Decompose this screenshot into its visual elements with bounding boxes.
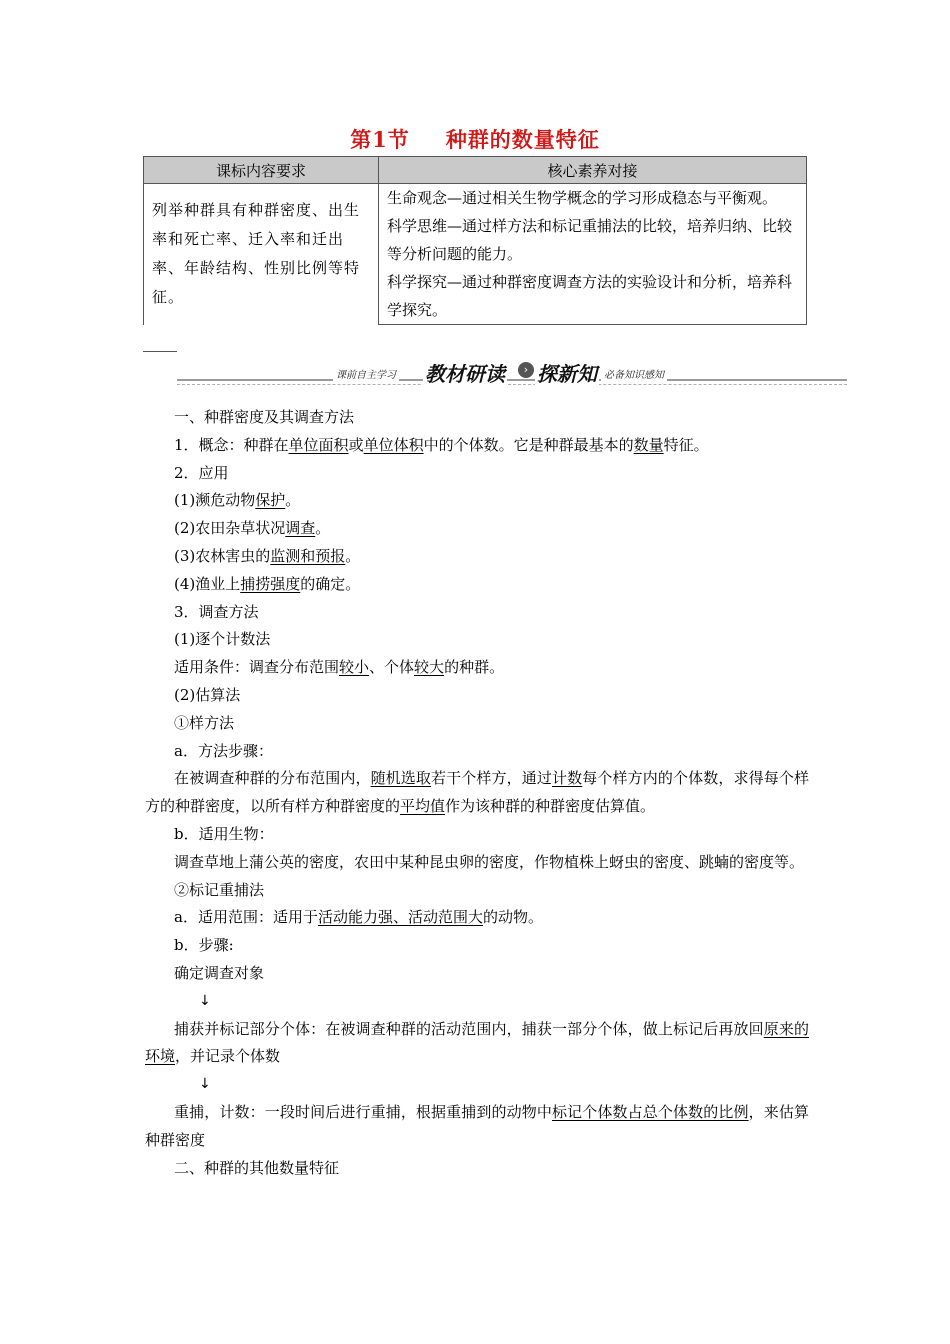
section-heading: 二、种群的其他数量特征: [174, 1158, 340, 1177]
banner-rule: [177, 379, 847, 381]
banner-right-label: 必备知识感知: [601, 366, 667, 381]
section-banner: [177, 356, 847, 390]
paragraph: a．方法步骤：: [174, 741, 273, 760]
table-bottom-rule: [143, 351, 177, 352]
arrow-bullet-icon: ›: [518, 362, 534, 378]
paragraph: (2)估算法: [174, 685, 241, 704]
down-arrow-icon: ↓: [199, 992, 211, 1009]
page-title: 第1节 种群的数量特征: [350, 127, 600, 152]
competency-item: 科学探究—通过种群密度调查方法的实验设计和分析，培养科学探究。: [387, 273, 793, 319]
paragraph: (4)渔业上捕捞强度的确定。: [174, 574, 361, 593]
paragraph: a．适用范围：适用于活动能力强、活动范围大的动物。: [174, 908, 543, 927]
paragraph: 调查草地上蒲公英的密度，农田中某种昆虫卵的密度，作物植株上蚜虫的密度、跳蝻的密度等。: [174, 852, 805, 871]
paragraph: 捕获并标记部分个体：在被调查种群的活动范围内，捕获一部分个体，做上标记后再放回原来的环境，并记录个体数: [145, 1019, 809, 1066]
paragraph: 1．概念：种群在单位面积或单位体积中的个体数。它是种群最基本的数量特征。: [174, 435, 709, 454]
paragraph: (1)逐个计数法: [174, 630, 271, 649]
standards-cell: 列举种群具有种群密度、出生率和死亡率、迁入率和迁出率、年龄结构、性别比例等特征。: [144, 184, 379, 325]
banner-rule-dashed: [177, 384, 847, 385]
paragraph: (3)农林害虫的监测和预报。: [174, 546, 361, 565]
competencies-cell: [379, 184, 807, 325]
table-header-standards: 课标内容要求: [144, 157, 379, 184]
paragraph: 适用条件：调查分布范围较小、个体较大的种群。: [174, 658, 505, 677]
paragraph: 重捕，计数：一段时间后进行重捕，根据重捕到的动物中标记个体数占总个体数的比例，来估算种群密度: [145, 1102, 809, 1149]
paragraph: 在被调查种群的分布范围内，随机选取若干个样方，通过计数每个样方内的个体数，求得每个样方的种群密度，以所有样方种群密度的平均值作为该种群的种群密度估算值。: [145, 769, 809, 816]
curriculum-standards-table: [143, 156, 807, 325]
competency-item: 生命观念—通过相关生物学概念的学习形成稳态与平衡观。: [387, 189, 778, 207]
paragraph: ①样方法: [174, 713, 235, 732]
paragraph: 3．调查方法: [174, 602, 259, 621]
paragraph: 确定调查对象: [174, 963, 265, 982]
paragraph: b．适用生物：: [174, 824, 274, 843]
paragraph: (1)濒危动物保护。: [174, 491, 301, 510]
banner-title-1: 教材研读: [423, 358, 507, 387]
paragraph: ②标记重捕法: [174, 880, 265, 899]
paragraph: 2．应用: [174, 463, 229, 482]
table-header-competencies: 核心素养对接: [379, 157, 807, 184]
competency-item: 科学思维—通过样方法和标记重捕法的比较，培养归纳、比较等分析问题的能力。: [387, 217, 793, 263]
main-content: [145, 404, 809, 1182]
section-heading: 一、种群密度及其调查方法: [174, 408, 355, 426]
banner-left-label: 课前自主学习: [333, 366, 399, 381]
paragraph: (2)农田杂草状况调查。: [174, 519, 331, 538]
paragraph: b．步骤:: [174, 936, 234, 955]
banner-title-2: 探新知: [535, 358, 599, 387]
down-arrow-icon: ↓: [199, 1076, 211, 1093]
